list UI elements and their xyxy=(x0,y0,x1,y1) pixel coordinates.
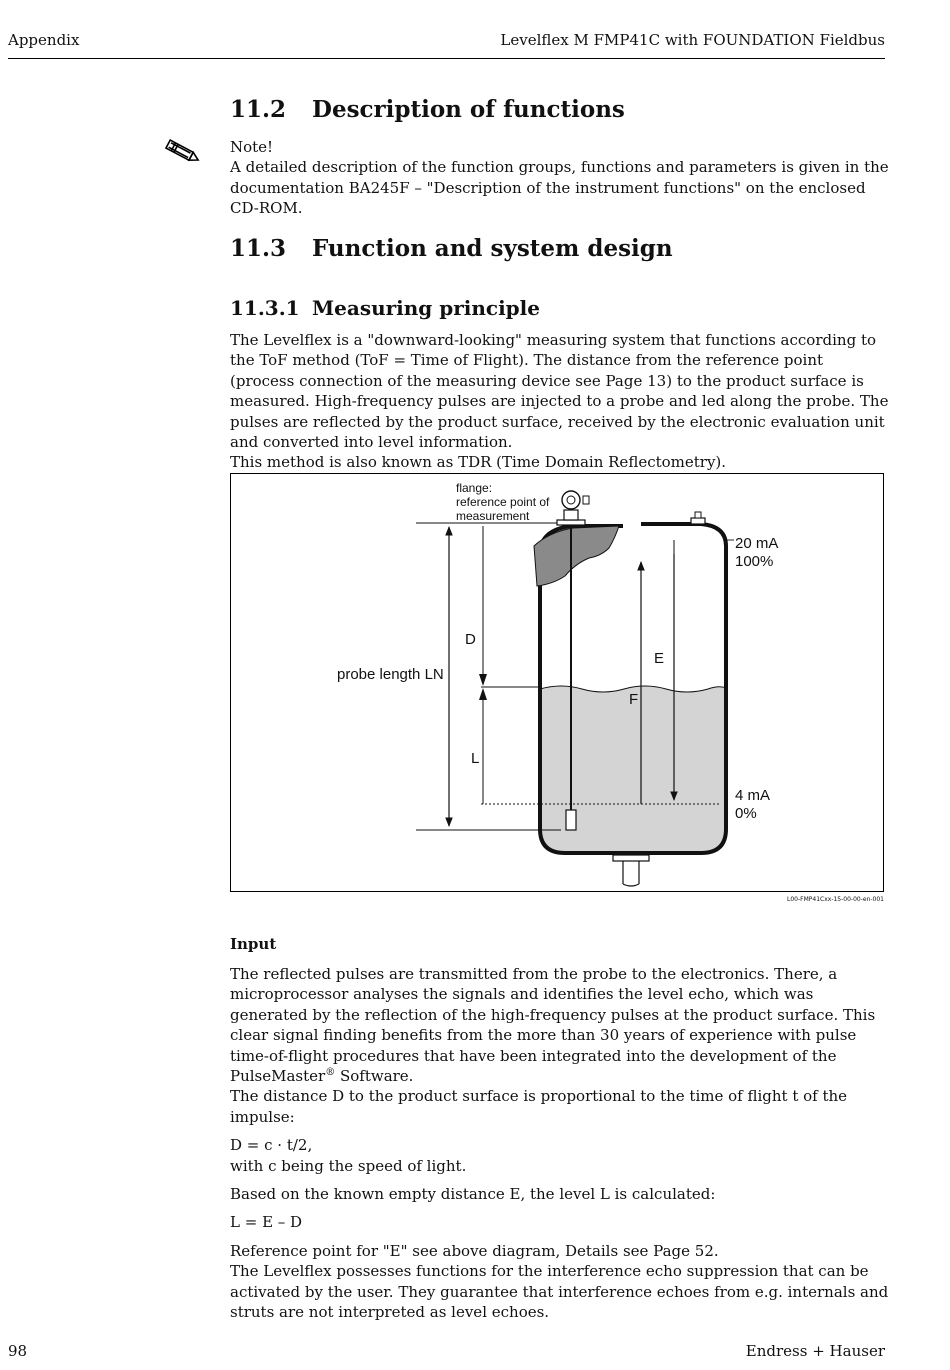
pencil-icon xyxy=(160,136,204,168)
label-0pct: 0% xyxy=(735,805,757,822)
formula-d: D = c · t/2, xyxy=(230,1136,313,1155)
subsection-heading-11-3-1 xyxy=(230,296,540,320)
label-100pct: 100% xyxy=(735,553,774,570)
note-block xyxy=(230,137,890,219)
distance-d-arrowhead xyxy=(479,674,487,686)
subsection-number: 11.3.1 xyxy=(230,296,300,320)
probe-housing-neck xyxy=(564,510,578,520)
section-heading-11-3 xyxy=(230,235,673,262)
section-number: 11.2 xyxy=(230,96,287,123)
note-text: A detailed description of the function groups, functions and parameters is given in the documentation BA245F – "Description of the instrument functions" on the enclosed CD-ROM. xyxy=(230,158,889,218)
section-number: 11.3 xyxy=(230,235,287,262)
flange xyxy=(557,520,585,525)
footer-brand: Endress + Hauser xyxy=(745,1342,885,1360)
probe-length-label: probe length LN xyxy=(337,666,444,683)
bottom-outlet-pipe xyxy=(623,861,639,886)
tdr-paragraph: This method is also known as TDR (Time Domain Reflectometry). xyxy=(230,453,727,472)
input-text xyxy=(230,964,890,1323)
tank-diagram xyxy=(231,474,883,891)
input-paragraph-4: Reference point for "E" see above diagram, Details see Page 52. xyxy=(230,1241,719,1260)
flange-label-line3: measurement xyxy=(456,509,530,523)
input-paragraph-2: The distance D to the product surface is proportional to the time of flight t of the impulse: xyxy=(230,1087,848,1126)
probe-weight xyxy=(566,810,576,830)
probe-housing-cap xyxy=(567,496,575,504)
formula-d-note: with c being the speed of light. xyxy=(230,1156,467,1175)
figure-code: L00-FMP41Cxx-15-00-00-en-001 xyxy=(787,896,884,903)
subsection-title: Measuring principle xyxy=(312,296,540,320)
input-paragraph-3: Based on the known empty distance E, the level L is calculated: xyxy=(230,1185,716,1204)
page-number: 98 xyxy=(8,1342,28,1360)
measuring-principle-text xyxy=(230,330,890,473)
section-title: Function and system design xyxy=(312,235,673,262)
label-4ma: 4 mA xyxy=(735,787,771,804)
header-section-label: Appendix xyxy=(8,31,80,49)
flange-label-line1: flange: xyxy=(456,481,493,495)
measuring-principle-figure xyxy=(230,473,884,892)
header-rule xyxy=(8,58,885,59)
input-paragraph-1: The reflected pulses are transmitted from the probe to the electronics. There, a microprocessor analyses the signals and identifies the level echo, which was generated by the reflection of the high-frequency pulses at the product surface. This clear signal finding benefits from the more than 30 years of experience with pulse time-of-flight procedures that have been integrated into the development of the PulseMaster® Software. xyxy=(230,965,876,1086)
section-title: Description of functions xyxy=(312,96,625,123)
note-label: Note! xyxy=(230,138,274,156)
flange-label-line2: reference point of xyxy=(456,495,550,509)
top-nozzle xyxy=(691,518,705,524)
bottom-flange xyxy=(613,855,649,861)
label-l: L xyxy=(471,750,480,767)
label-f: F xyxy=(629,691,639,708)
probe-cable-gland xyxy=(583,496,589,504)
measuring-principle-paragraph: The Levelflex is a "downward-looking" measuring system that functions according to the ToF method (ToF = Time of Flight). The distance from the reference point (process connection of the measuring device see Page 13) to the product surface is measured. High-frequency pulses are injected to a probe and led along the probe. The pulses are reflected by the product surface, received by the electronic evaluation unit and converted into level information. xyxy=(230,331,889,452)
label-e: E xyxy=(654,650,665,667)
input-paragraph-5: The Levelflex possesses functions for the interference echo suppression that can be activated by the user. They guarantee that interference echoes from e.g. internals and struts are not interpreted as level echoes. xyxy=(230,1262,889,1322)
input-heading: Input xyxy=(230,935,277,953)
formula-l: L = E – D xyxy=(230,1213,303,1232)
label-20ma: 20 mA xyxy=(735,535,779,552)
label-d: D xyxy=(465,631,476,648)
top-nozzle-cap xyxy=(695,512,701,518)
section-heading-11-2 xyxy=(230,96,625,123)
header-document-title: Levelflex M FMP41C with FOUNDATION Fieldbus xyxy=(500,31,885,49)
